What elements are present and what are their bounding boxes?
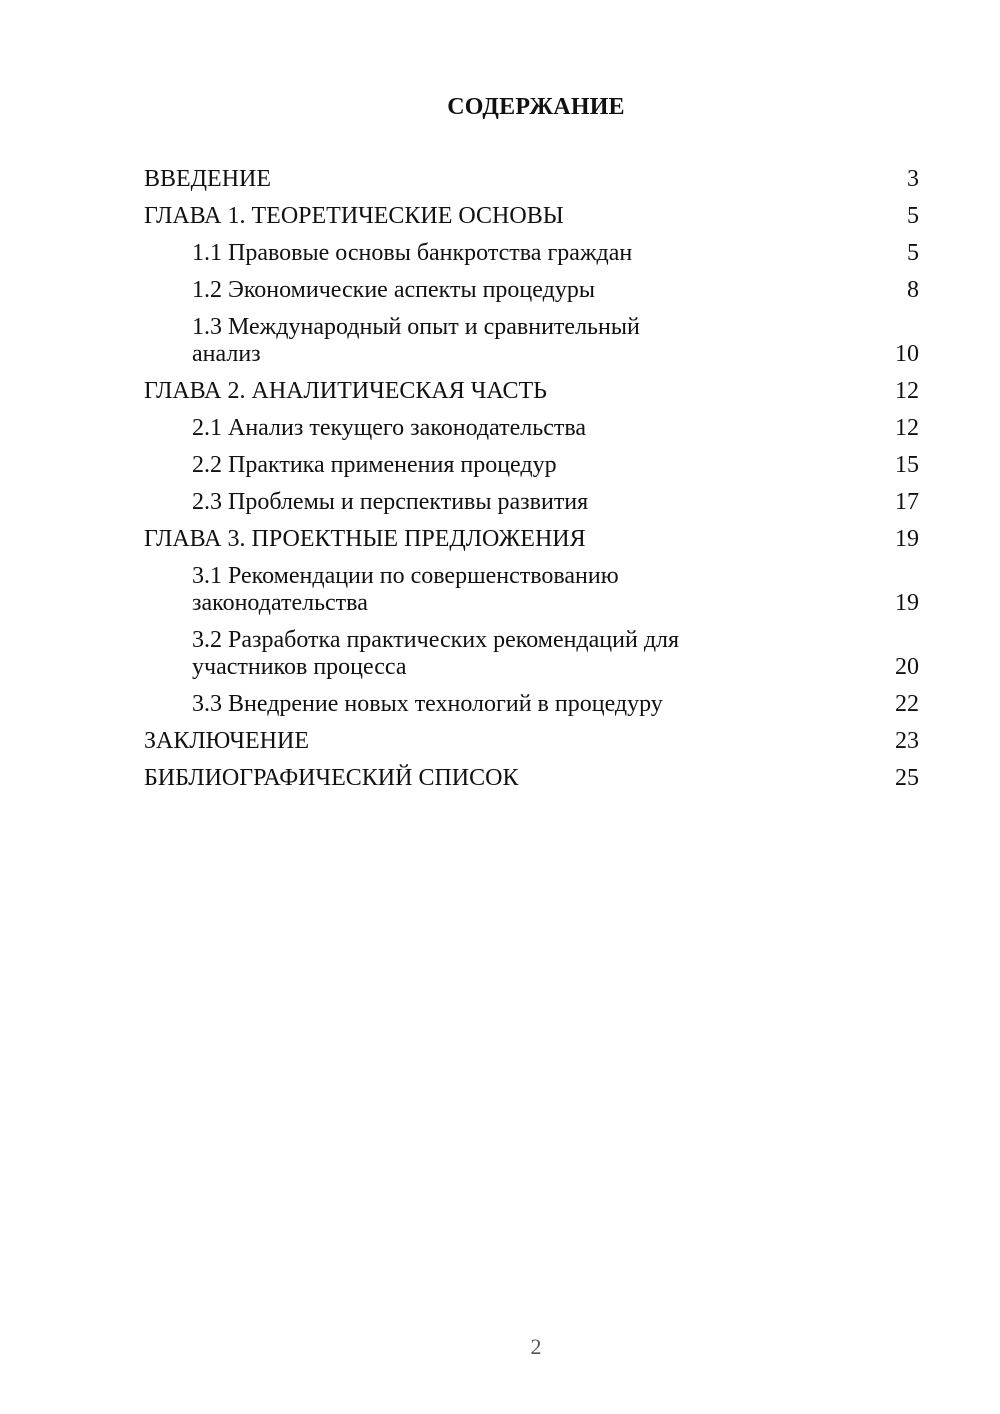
- toc-entry-chapter-3: [144, 526, 919, 553]
- page-title: СОДЕРЖАНИЕ: [447, 94, 625, 120]
- toc-entry-label: ЗАКЛЮЧЕНИЕ: [144, 728, 309, 754]
- toc-entry-label: БИБЛИОГРАФИЧЕСКИЙ СПИСОК: [144, 765, 519, 791]
- toc-entry-label: ГЛАВА 1. ТЕОРЕТИЧЕСКИЕ ОСНОВЫ: [144, 203, 564, 229]
- toc-entry-page: 8: [907, 277, 919, 303]
- toc-entry-label: 1.3 Международный опыт и сравнительный анализ: [192, 314, 640, 367]
- toc-entry-label: 3.3 Внедрение новых технологий в процедуру: [192, 691, 663, 717]
- toc-entry-page: 20: [895, 654, 919, 680]
- toc-entry-section-3-1: [144, 563, 919, 617]
- toc-entry-label: 2.2 Практика применения процедур: [192, 452, 557, 478]
- toc-entry-page: 22: [895, 691, 919, 717]
- toc-entry-section-1-3: [144, 314, 919, 368]
- toc-entry-section-2-1: [144, 415, 919, 442]
- toc-entry-page: 19: [895, 526, 919, 552]
- toc-entry-page: 25: [895, 765, 919, 791]
- toc-entry-conclusion: [144, 728, 919, 755]
- toc-entry-section-3-2: [144, 627, 919, 681]
- toc-entry-section-3-3: [144, 691, 919, 718]
- toc-entry-label: 2.3 Проблемы и перспективы развития: [192, 489, 589, 515]
- toc-entry-introduction: [144, 166, 919, 193]
- toc-entry-section-2-3: [144, 489, 919, 516]
- toc-entry-bibliography: [144, 765, 919, 792]
- toc-entry-page: 5: [907, 203, 919, 229]
- toc-entry-page: 15: [895, 452, 919, 478]
- toc-entry-section-2-2: [144, 452, 919, 479]
- toc-entry-label: 1.2 Экономические аспекты процедуры: [192, 277, 595, 303]
- toc-entry-page: 10: [895, 341, 919, 367]
- toc-entry-section-1-2: [144, 277, 919, 304]
- page-number: 2: [530, 1334, 542, 1359]
- toc-entry-page: 5: [907, 240, 919, 266]
- table-of-contents: [144, 166, 919, 802]
- toc-entry-chapter-1: [144, 203, 919, 230]
- toc-entry-label: ГЛАВА 2. АНАЛИТИЧЕСКАЯ ЧАСТЬ: [144, 378, 547, 404]
- toc-entry-page: 3: [907, 166, 919, 192]
- toc-entry-chapter-2: [144, 378, 919, 405]
- toc-entry-label: ГЛАВА 3. ПРОЕКТНЫЕ ПРЕДЛОЖЕНИЯ: [144, 526, 586, 552]
- toc-entry-page: 12: [895, 415, 919, 441]
- toc-entry-label: 2.1 Анализ текущего законодательства: [192, 415, 587, 441]
- toc-entry-page: 19: [895, 590, 919, 616]
- toc-entry-page: 12: [895, 378, 919, 404]
- toc-entry-label: ВВЕДЕНИЕ: [144, 166, 272, 192]
- toc-entry-label: 3.2 Разработка практических рекомендаций для участников процесса: [192, 627, 680, 680]
- toc-entry-page: 23: [895, 728, 919, 754]
- toc-entry-page: 17: [895, 489, 919, 515]
- toc-entry-label: 3.1 Рекомендации по совершенствованию законодательства: [192, 563, 619, 616]
- toc-entry-section-1-1: [144, 240, 919, 267]
- toc-entry-label: 1.1 Правовые основы банкротства граждан: [192, 240, 633, 266]
